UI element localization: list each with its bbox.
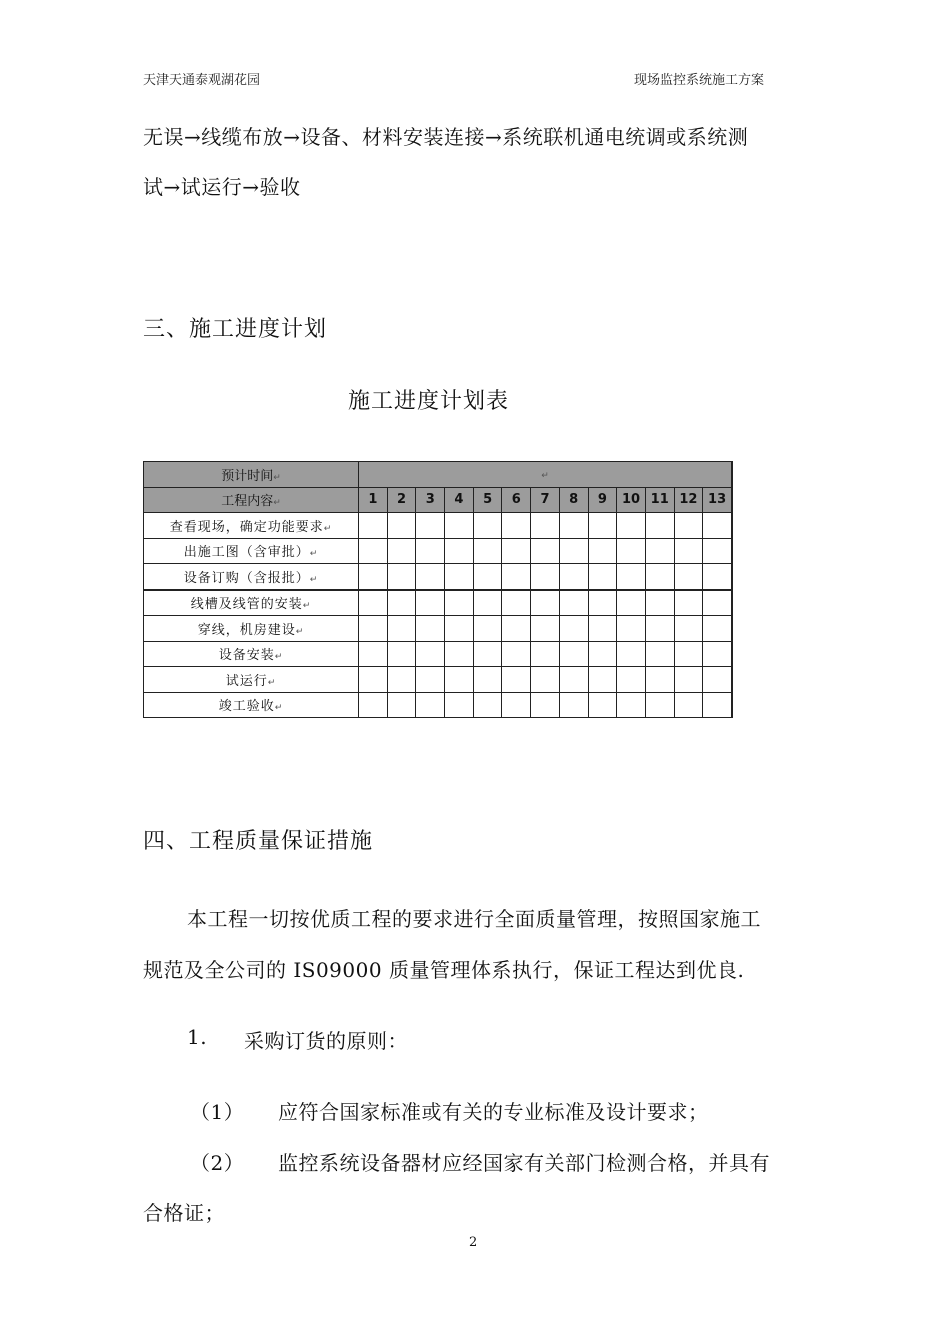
schedule-cell (674, 590, 703, 616)
subitem-2-number: （2） (190, 1151, 245, 1175)
header-cell-work-content (144, 487, 359, 513)
schedule-cell (502, 641, 531, 667)
week-number: 6 (502, 487, 531, 513)
schedule-cell (559, 538, 588, 564)
schedule-cell (502, 538, 531, 564)
schedule-cell (531, 641, 560, 667)
schedule-cell (531, 590, 560, 616)
activity-row (144, 641, 732, 667)
schedule-cell (445, 513, 474, 539)
schedule-cell (588, 641, 617, 667)
activity-row (144, 590, 732, 616)
activity-name: 设备订购（含报批） (183, 570, 310, 586)
header-document-title: 现场监控系统施工方案 (634, 73, 765, 88)
schedule-cell (359, 590, 388, 616)
schedule-cell (531, 616, 560, 642)
schedule-cell (359, 667, 388, 693)
schedule-cell (445, 538, 474, 564)
work-content-label: 工程内容 (221, 494, 274, 510)
subitem-2-text: 监控系统设备器材应经国家有关部门检测合格，并具有 (278, 1151, 770, 1175)
schedule-cell (559, 641, 588, 667)
week-number: 7 (531, 487, 560, 513)
schedule-cell (559, 513, 588, 539)
schedule-cell (387, 692, 416, 718)
schedule-cell (588, 590, 617, 616)
schedule-cell (588, 538, 617, 564)
paragraph-mark-icon: ↵ (274, 703, 284, 714)
schedule-cell (674, 564, 703, 590)
header-cell-expected-time (144, 462, 359, 488)
week-number: 5 (473, 487, 502, 513)
schedule-cell (674, 641, 703, 667)
schedule-cell (703, 616, 732, 642)
schedule-cell (473, 667, 502, 693)
schedule-cell (359, 616, 388, 642)
schedule-cell (531, 538, 560, 564)
schedule-cell (502, 513, 531, 539)
schedule-cell (387, 641, 416, 667)
activity-name: 竣工验收 (218, 699, 275, 715)
schedule-cell (359, 641, 388, 667)
schedule-cell (445, 692, 474, 718)
schedule-cell (559, 616, 588, 642)
table-caption: 施工进度计划表 (348, 389, 510, 414)
intro-line-1: 无误→线缆布放→设备、材料安装连接→系统联机通电统调或系统测 (143, 125, 749, 149)
schedule-cell (473, 590, 502, 616)
schedule-cell (617, 667, 646, 693)
schedule-cell (674, 667, 703, 693)
activity-name-cell (144, 692, 359, 718)
schedule-cell (674, 513, 703, 539)
schedule-cell (387, 590, 416, 616)
activity-name: 试运行 (225, 673, 268, 689)
schedule-cell (416, 564, 445, 590)
schedule-cell (559, 590, 588, 616)
section-4-para-line-2: 规范及全公司的 IS09000 质量管理体系执行，保证工程达到优良. (143, 958, 745, 982)
week-number: 8 (559, 487, 588, 513)
schedule-cell (416, 667, 445, 693)
schedule-cell (531, 513, 560, 539)
paragraph-mark-icon: ↵ (273, 472, 281, 483)
schedule-cell (531, 564, 560, 590)
paragraph-mark-icon: ↵ (309, 549, 319, 560)
schedule-cell (559, 564, 588, 590)
activity-name: 查看现场，确定功能要求 (169, 519, 324, 535)
schedule-cell (703, 590, 732, 616)
schedule-cell (588, 692, 617, 718)
schedule-cell (502, 590, 531, 616)
subitem-1-number: （1） (190, 1100, 245, 1124)
activity-name-cell (144, 538, 359, 564)
schedule-cell (387, 513, 416, 539)
week-number: 2 (387, 487, 416, 513)
schedule-cell (531, 692, 560, 718)
schedule-cell (588, 616, 617, 642)
schedule-cell (559, 667, 588, 693)
schedule-cell (674, 538, 703, 564)
schedule-cell (703, 692, 732, 718)
activity-name: 线槽及线管的安装 (190, 597, 303, 613)
activity-name-cell (144, 667, 359, 693)
schedule-cell (445, 616, 474, 642)
paragraph-mark-icon: ↵ (273, 498, 281, 509)
activity-row (144, 616, 732, 642)
week-number: 1 (359, 487, 388, 513)
schedule-cell (645, 641, 674, 667)
schedule-table (143, 461, 733, 718)
schedule-cell (473, 641, 502, 667)
activity-name-cell (144, 616, 359, 642)
schedule-cell (645, 564, 674, 590)
section-4-heading: 四、工程质量保证措施 (143, 829, 374, 854)
schedule-cell (588, 564, 617, 590)
schedule-cell (359, 692, 388, 718)
schedule-cell (387, 564, 416, 590)
week-number: 11 (645, 487, 674, 513)
paragraph-mark-icon: ↵ (295, 626, 305, 637)
schedule-cell (645, 692, 674, 718)
paragraph-mark-icon: ↵ (267, 677, 277, 688)
item-1-number: 1. (187, 1025, 208, 1049)
item-1-label: 采购订货的原则： (244, 1029, 408, 1053)
schedule-cell (617, 513, 646, 539)
schedule-cell (387, 616, 416, 642)
activity-row (144, 564, 732, 590)
week-number: 13 (703, 487, 732, 513)
schedule-cell (703, 513, 732, 539)
schedule-cell (617, 538, 646, 564)
schedule-cell (445, 667, 474, 693)
activity-row (144, 667, 732, 693)
header-cell-timeline (359, 462, 732, 488)
paragraph-mark-icon: ↵ (541, 470, 549, 481)
schedule-cell (416, 616, 445, 642)
section-3-heading: 三、施工进度计划 (143, 317, 328, 342)
schedule-cell (617, 564, 646, 590)
schedule-cell (502, 564, 531, 590)
week-number: 9 (588, 487, 617, 513)
schedule-cell (359, 513, 388, 539)
schedule-cell (473, 616, 502, 642)
activity-name: 穿线，机房建设 (197, 622, 296, 638)
activity-row (144, 692, 732, 718)
activity-name-cell (144, 641, 359, 667)
section-4-para-line-1: 本工程一切按优质工程的要求进行全面质量管理，按照国家施工 (187, 907, 761, 931)
table-header-row-time (144, 462, 732, 488)
paragraph-mark-icon: ↵ (302, 601, 312, 612)
schedule-cell (445, 590, 474, 616)
schedule-cell (473, 538, 502, 564)
subitem-1-text: 应符合国家标准或有关的专业标准及设计要求； (278, 1100, 709, 1124)
subitem-2-continuation: 合格证； (143, 1201, 225, 1225)
schedule-cell (416, 513, 445, 539)
schedule-cell (703, 667, 732, 693)
schedule-cell (645, 513, 674, 539)
schedule-cell (617, 590, 646, 616)
schedule-cell (559, 692, 588, 718)
schedule-cell (645, 667, 674, 693)
schedule-cell (531, 667, 560, 693)
table-header-row-weeks (144, 487, 732, 513)
schedule-cell (617, 692, 646, 718)
schedule-cell (703, 538, 732, 564)
schedule-cell (588, 513, 617, 539)
activity-name: 出施工图（含审批） (183, 545, 310, 561)
week-number: 10 (617, 487, 646, 513)
schedule-cell (703, 641, 732, 667)
schedule-cell (473, 564, 502, 590)
paragraph-mark-icon: ↵ (274, 652, 284, 663)
week-number: 3 (416, 487, 445, 513)
activity-name: 设备安装 (218, 648, 275, 664)
page-number: 2 (469, 1235, 478, 1250)
activity-row (144, 513, 732, 539)
schedule-cell (645, 616, 674, 642)
schedule-cell (416, 538, 445, 564)
schedule-cell (416, 692, 445, 718)
schedule-cell (502, 667, 531, 693)
schedule-cell (416, 590, 445, 616)
week-number: 12 (674, 487, 703, 513)
schedule-cell (473, 692, 502, 718)
schedule-cell (617, 616, 646, 642)
schedule-cell (502, 616, 531, 642)
schedule-cell (445, 641, 474, 667)
activity-row (144, 538, 732, 564)
schedule-cell (588, 667, 617, 693)
expected-time-label: 预计时间 (221, 468, 274, 484)
schedule-cell (617, 641, 646, 667)
schedule-cell (359, 564, 388, 590)
activity-name-cell (144, 513, 359, 539)
schedule-cell (387, 538, 416, 564)
schedule-cell (674, 616, 703, 642)
paragraph-mark-icon: ↵ (309, 574, 319, 585)
schedule-cell (502, 692, 531, 718)
schedule-cell (674, 692, 703, 718)
activity-rows (144, 513, 732, 718)
week-number: 4 (445, 487, 474, 513)
intro-line-2: 试→试运行→验收 (143, 175, 301, 199)
schedule-cell (703, 564, 732, 590)
schedule-cell (416, 641, 445, 667)
activity-name-cell (144, 590, 359, 616)
schedule-cell (645, 538, 674, 564)
paragraph-mark-icon: ↵ (323, 523, 333, 534)
schedule-cell (473, 513, 502, 539)
schedule-cell (359, 538, 388, 564)
schedule-cell (645, 590, 674, 616)
header-project-name: 天津天通泰观湖花园 (143, 73, 261, 88)
activity-name-cell (144, 564, 359, 590)
schedule-cell (387, 667, 416, 693)
schedule-cell (445, 564, 474, 590)
